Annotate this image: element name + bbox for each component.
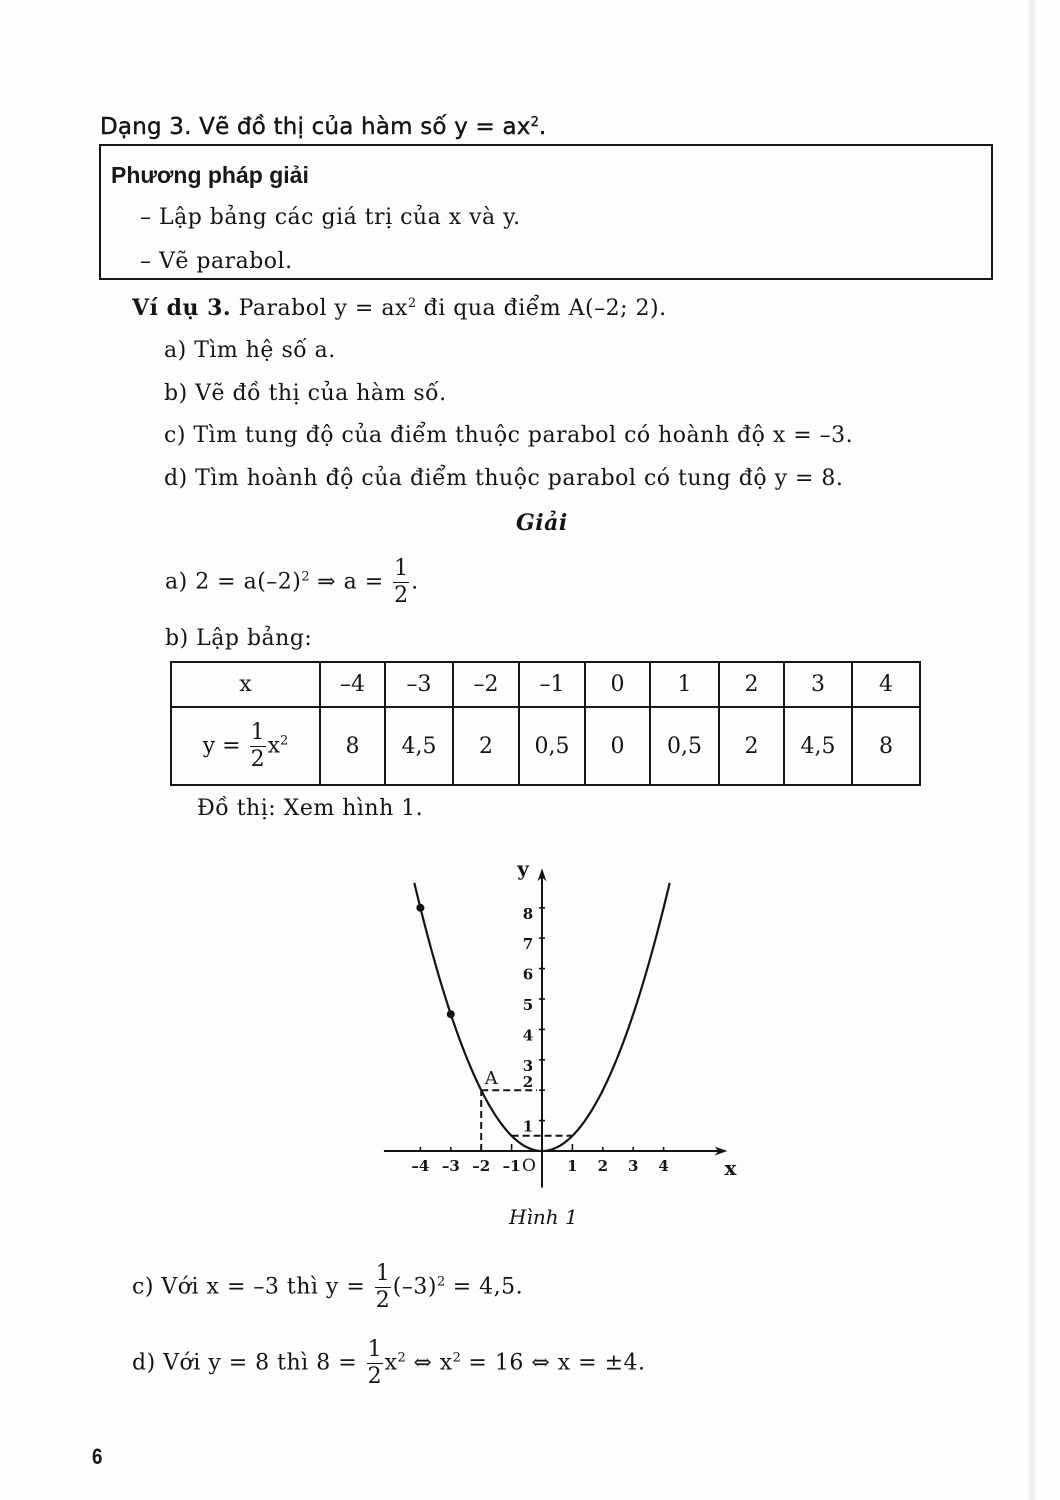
example-text: đi qua điểm A(–2; 2). <box>416 296 667 321</box>
x-value-cell: 1 <box>650 662 719 707</box>
y-value-cell: 2 <box>453 707 519 785</box>
fraction-denominator: 2 <box>367 1364 382 1389</box>
y-tick-label: 1 <box>522 1117 534 1136</box>
solution-d-text: d) Với y = 8 thì 8 = <box>132 1350 365 1376</box>
fraction-numerator: 1 <box>367 1337 382 1362</box>
solution-title: Giải <box>516 510 568 536</box>
x-value-cell: 3 <box>784 662 852 707</box>
fraction-denominator: 2 <box>394 583 409 608</box>
x-value-cell: 0 <box>585 662 650 707</box>
example-label: Ví dụ 3. <box>132 295 232 321</box>
fraction <box>367 1339 383 1388</box>
solution-c-text: c) Với x = –3 thì y = <box>132 1274 373 1300</box>
method-step: – Vẽ parabol. <box>140 249 293 274</box>
data-point <box>416 904 424 912</box>
y-tick-label: 6 <box>522 965 534 984</box>
y-value-cell: 0 <box>585 707 650 785</box>
solution-c-text: (–3) <box>392 1274 437 1300</box>
solution-b-intro: b) Lập bảng: <box>165 626 313 651</box>
exponent: 2 <box>452 1350 461 1366</box>
y-value-cell: 4,5 <box>784 707 852 785</box>
x-tick-label: –4 <box>411 1157 430 1175</box>
graph-reference-note: Đồ thị: Xem hình 1. <box>197 796 424 821</box>
x-value-cell: –2 <box>453 662 519 707</box>
method-box-title: Phương pháp giải <box>111 162 309 188</box>
question-d: d) Tìm hoành độ của điểm thuộc parabol có tung độ y = 8. <box>164 466 844 491</box>
x-tick-label: 1 <box>567 1157 578 1175</box>
values-table <box>170 661 921 786</box>
solution-d <box>132 1339 646 1388</box>
y-value-cell: 2 <box>719 707 784 785</box>
x-axis-label: x <box>724 1156 737 1180</box>
fraction-numerator: 1 <box>375 1261 390 1286</box>
question-b: b) Vẽ đồ thị của hàm số. <box>164 381 447 406</box>
origin-label: O <box>522 1156 536 1176</box>
x-tick-label: –1 <box>502 1157 521 1175</box>
y-axis-label: y <box>517 856 529 881</box>
exponent: 2 <box>436 1274 446 1290</box>
fraction <box>250 719 266 772</box>
x-tick-label: 4 <box>658 1157 669 1175</box>
fraction-numerator: 1 <box>250 719 265 745</box>
solution-a <box>165 558 419 607</box>
y-tick-label: 3 <box>522 1056 534 1075</box>
section-heading <box>100 116 546 139</box>
solution-a-text: . <box>411 569 419 595</box>
example-statement <box>132 297 667 320</box>
y-tick-label: 4 <box>522 1026 534 1045</box>
fraction <box>393 558 409 607</box>
exponent: 2 <box>301 569 310 585</box>
x-tick-label: 2 <box>597 1157 609 1175</box>
y-value-cell: 0,5 <box>519 707 585 785</box>
x-value-cell: –1 <box>519 662 585 707</box>
page-edge-shadow <box>1026 0 1038 1500</box>
y-value-cell: 8 <box>852 707 920 785</box>
solution-d-text: x <box>384 1350 398 1376</box>
solution-a-text: ⇒ a = <box>309 569 392 595</box>
x-value-cell: –4 <box>320 662 385 707</box>
y-tick-label: 7 <box>522 935 534 954</box>
row-header-y-variable: x <box>267 733 280 758</box>
row-header-y-text: y = <box>202 733 248 758</box>
solution-d-text: ⇔ x <box>405 1350 453 1376</box>
fraction-denominator: 2 <box>250 746 265 772</box>
fraction-numerator: 1 <box>394 556 409 581</box>
figure-caption: Hình 1 <box>509 1205 578 1229</box>
row-header-x: x <box>171 662 320 707</box>
exponent: 2 <box>407 296 417 311</box>
row-header-y <box>171 707 320 785</box>
x-value-cell: 4 <box>852 662 920 707</box>
y-tick-label: 8 <box>522 904 534 923</box>
x-tick-label: –2 <box>472 1157 491 1175</box>
y-tick-label: 2 <box>522 1073 534 1092</box>
solution-d-text: = 16 ⇔ x = ±4. <box>460 1350 646 1376</box>
exponent: 2 <box>530 115 539 130</box>
x-value-cell: 2 <box>719 662 784 707</box>
exponent: 2 <box>397 1350 406 1366</box>
question-c: c) Tìm tung độ của điểm thuộc parabol có hoành độ x = –3. <box>164 423 854 448</box>
fraction <box>375 1263 391 1312</box>
y-tick-label: 5 <box>522 996 534 1014</box>
y-value-cell: 0,5 <box>650 707 719 785</box>
x-tick-label: 3 <box>627 1157 639 1175</box>
table-row-x <box>171 662 920 707</box>
y-value-cell: 4,5 <box>385 707 453 785</box>
solution-c <box>132 1263 523 1312</box>
example-text: Parabol y = ax <box>231 296 408 321</box>
heading-period: . <box>538 114 547 140</box>
question-a: a) Tìm hệ số a. <box>164 338 336 363</box>
fraction-denominator: 2 <box>375 1288 390 1313</box>
x-tick-label: –3 <box>441 1157 460 1175</box>
y-value-cell: 8 <box>320 707 385 785</box>
method-step: – Lập bảng các giá trị của x và y. <box>140 205 521 230</box>
point-label: A <box>484 1068 498 1090</box>
parabola-graph <box>370 850 750 1200</box>
solution-c-text: = 4,5. <box>445 1274 524 1300</box>
page-number: 6 <box>92 1444 103 1469</box>
section-heading-text: Dạng 3. Vẽ đồ thị của hàm số y = ax <box>100 114 531 140</box>
solution-a-text: a) 2 = a(–2) <box>165 569 302 595</box>
x-value-cell: –3 <box>385 662 453 707</box>
table-row-y <box>171 707 920 785</box>
data-point <box>447 1010 455 1018</box>
exponent: 2 <box>280 733 289 748</box>
